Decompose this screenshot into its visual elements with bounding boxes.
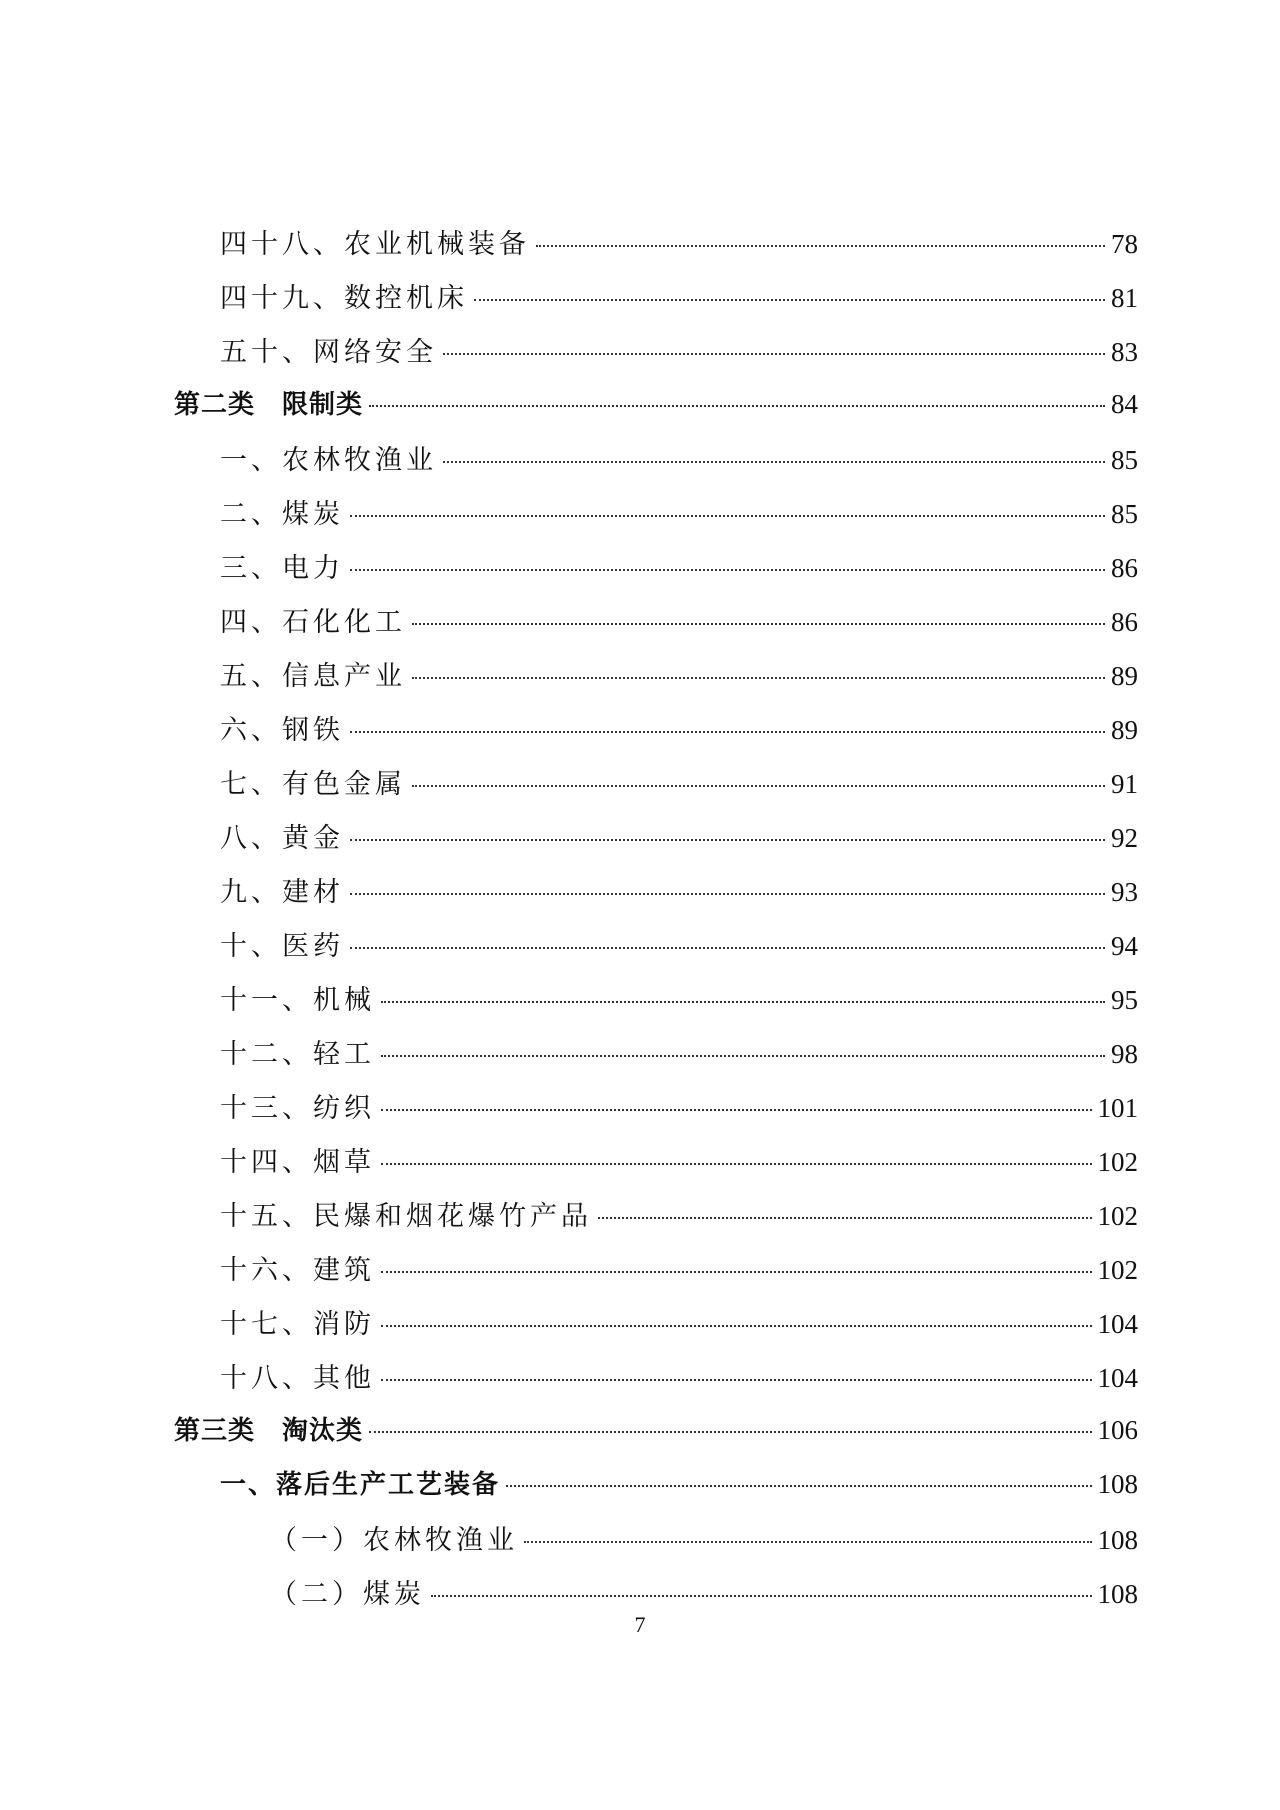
dot-leader: [369, 405, 1105, 407]
toc-entry-page: 92: [1111, 823, 1138, 853]
dot-leader: [443, 353, 1105, 355]
toc-entry-page: 89: [1111, 715, 1138, 745]
toc-entry-title: 三、电力: [220, 553, 344, 584]
toc-entry[interactable]: [220, 762, 1138, 806]
dot-leader: [381, 1109, 1092, 1111]
toc-entry-page: 84: [1111, 389, 1138, 419]
toc-entry-page: 85: [1111, 445, 1138, 475]
toc-entry[interactable]: [220, 1140, 1138, 1184]
toc-entry-title: 十、医药: [220, 931, 344, 962]
toc-entry-page: 89: [1111, 661, 1138, 691]
toc-entry[interactable]: [220, 978, 1138, 1022]
dot-leader: [412, 677, 1105, 679]
toc-entry-title: 十二、轻工: [220, 1039, 375, 1070]
toc-entry-title: 十八、其他: [220, 1363, 375, 1394]
toc-entry-title: 一、农林牧渔业: [220, 445, 437, 476]
toc-entry-page: 94: [1111, 931, 1138, 961]
toc-entry[interactable]: [220, 600, 1138, 644]
dot-leader: [412, 623, 1105, 625]
toc-section-title: 第二类 限制类: [174, 390, 364, 420]
toc-subentry[interactable]: [270, 1518, 1138, 1562]
toc-entry[interactable]: [220, 330, 1138, 374]
dot-leader: [381, 1271, 1092, 1273]
toc-entry[interactable]: [220, 492, 1138, 536]
toc-entry[interactable]: [220, 708, 1138, 752]
dot-leader: [506, 1485, 1091, 1487]
toc-entry-title: 十一、机械: [220, 985, 375, 1016]
toc-entry-title: 四十八、农业机械装备: [220, 229, 530, 260]
dot-leader: [350, 839, 1105, 841]
toc-entry[interactable]: [220, 438, 1138, 482]
toc-entry-page: 83: [1111, 337, 1138, 367]
toc-entry[interactable]: [220, 1194, 1138, 1238]
toc-entry-page: 98: [1111, 1039, 1138, 1069]
toc-entry-page: 81: [1111, 283, 1138, 313]
toc-entry-title: （一）农林牧渔业: [270, 1525, 518, 1556]
toc-entry-page: 102: [1097, 1255, 1138, 1285]
toc-entry-title: 四、石化化工: [220, 607, 406, 638]
toc-entry[interactable]: [220, 1248, 1138, 1292]
toc-entry-page: 104: [1097, 1363, 1138, 1393]
dot-leader: [350, 947, 1105, 949]
toc-entry-title: 四十九、数控机床: [220, 283, 468, 314]
dot-leader: [369, 1431, 1091, 1433]
dot-leader: [381, 1325, 1092, 1327]
toc-entry-page: 93: [1111, 877, 1138, 907]
toc-entry-page: 106: [1097, 1415, 1138, 1445]
toc-entry[interactable]: [220, 816, 1138, 860]
page-number: 7: [634, 1612, 646, 1637]
toc-section-entry[interactable]: [174, 384, 1138, 428]
toc-entry-page: 85: [1111, 499, 1138, 529]
toc-entry[interactable]: [220, 276, 1138, 320]
toc-entry-page: 91: [1111, 769, 1138, 799]
toc-entry-page: 101: [1097, 1093, 1138, 1123]
dot-leader: [350, 569, 1105, 571]
toc-entry[interactable]: [220, 924, 1138, 968]
dot-leader: [350, 515, 1105, 517]
toc-entry-page: 102: [1097, 1147, 1138, 1177]
toc-entry-title: 五十、网络安全: [220, 337, 437, 368]
dot-leader: [381, 1379, 1092, 1381]
toc-entry[interactable]: [220, 654, 1138, 698]
dot-leader: [474, 299, 1105, 301]
toc-entry[interactable]: [220, 870, 1138, 914]
toc-entry-title: 七、有色金属: [220, 769, 406, 800]
dot-leader: [536, 245, 1105, 247]
toc-entry-page: 104: [1097, 1309, 1138, 1339]
dot-leader: [443, 461, 1105, 463]
dot-leader: [381, 1001, 1105, 1003]
toc-entry[interactable]: [220, 1356, 1138, 1400]
toc-entry-title: 十三、纺织: [220, 1093, 375, 1124]
toc-entry[interactable]: [220, 1086, 1138, 1130]
toc-entry-page: 95: [1111, 985, 1138, 1015]
toc-entry[interactable]: [220, 546, 1138, 590]
toc-entry-title: 十五、民爆和烟花爆竹产品: [220, 1201, 592, 1232]
toc-entry[interactable]: [220, 222, 1138, 266]
toc-entry-title: 五、信息产业: [220, 661, 406, 692]
toc-entry[interactable]: [220, 1302, 1138, 1346]
toc-entry-page: 108: [1097, 1469, 1138, 1499]
toc-entry-page: 78: [1111, 229, 1138, 259]
toc-entry[interactable]: [220, 1032, 1138, 1076]
toc-entry-page: 108: [1097, 1525, 1138, 1555]
toc-entry-title: 十四、烟草: [220, 1147, 375, 1178]
dot-leader: [412, 785, 1105, 787]
dot-leader: [524, 1541, 1092, 1543]
toc-entry-title: 九、建材: [220, 877, 344, 908]
toc-entry-title: 十七、消防: [220, 1309, 375, 1340]
dot-leader: [381, 1163, 1092, 1165]
dot-leader: [381, 1055, 1105, 1057]
toc-entry-page: 102: [1097, 1201, 1138, 1231]
toc-section-title: 第三类 淘汰类: [174, 1416, 364, 1446]
toc-entry-title: 二、煤炭: [220, 499, 344, 530]
toc-entry-title: 八、黄金: [220, 823, 344, 854]
toc-entry-title: 十六、建筑: [220, 1255, 375, 1286]
dot-leader: [350, 731, 1105, 733]
toc-entry-page: 108: [1097, 1579, 1138, 1609]
dot-leader: [431, 1595, 1092, 1597]
toc-entry-page: 86: [1111, 607, 1138, 637]
toc-entry[interactable]: [220, 1464, 1138, 1508]
toc-section-entry[interactable]: [174, 1410, 1138, 1454]
toc-entry-page: 86: [1111, 553, 1138, 583]
toc-subentry[interactable]: [270, 1572, 1138, 1616]
dot-leader: [598, 1217, 1092, 1219]
toc-entry-title: （二）煤炭: [270, 1579, 425, 1610]
toc-entry-title: 六、钢铁: [220, 715, 344, 746]
toc-entry-title: 一、落后生产工艺装备: [220, 1470, 501, 1500]
dot-leader: [350, 893, 1105, 895]
